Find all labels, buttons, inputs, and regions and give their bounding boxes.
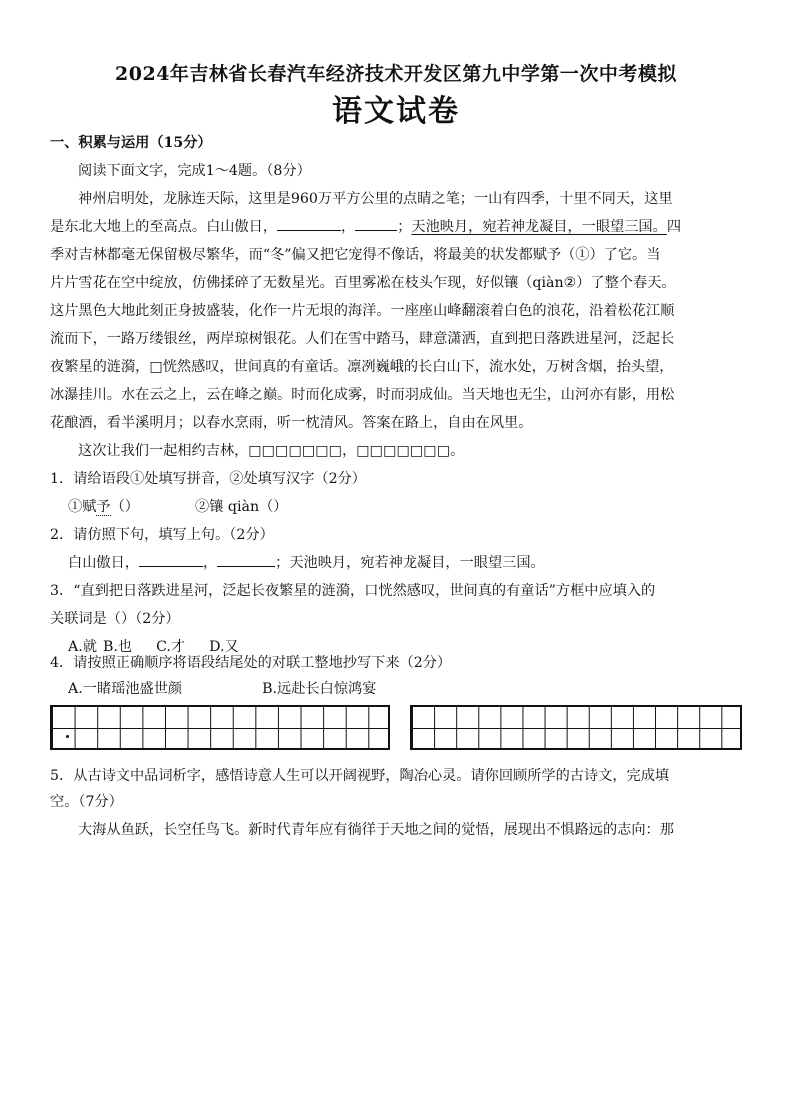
- option-b[interactable]: B.也: [102, 639, 133, 655]
- answer-text: ；天池映月，宛若神龙凝目，一眼望三国。: [275, 555, 545, 571]
- question-4-options: [68, 676, 750, 702]
- question-3-stem: 3．“直到把日落跌进星河，泛起长夜繁星的涟漪，口恍然感叹，世间真的有童话”方框中应填入的: [50, 583, 656, 599]
- passage-text: ；: [397, 219, 412, 235]
- passage-text: 四: [666, 219, 682, 235]
- couplet-writing-grid-left[interactable]: [50, 705, 390, 750]
- question-3-stem: 关联词是（）（2分）: [50, 611, 180, 627]
- exam-subtitle: 语文试卷: [332, 94, 460, 129]
- section-heading: 一、积累与运用（15分）: [50, 135, 212, 151]
- couplet-option-a: A.一睹瑶池盛世颜: [68, 681, 183, 697]
- answer-paren[interactable]: （）: [110, 499, 139, 515]
- grid-mark: [66, 735, 69, 738]
- underlined-sentence: 天池映月，宛若神龙凝目，一眼望三国。: [411, 219, 667, 235]
- answer-text: ，: [202, 555, 218, 571]
- passage-closing: 这次让我们一起相约吉林，□□□□□□□，□□□□□□□。: [78, 443, 465, 459]
- couplet-option-b: B.远赴长白惊鸿宴: [262, 681, 377, 697]
- option-a[interactable]: A.就: [68, 639, 97, 655]
- reading-instruction: 阅读下面文字，完成1～4题。（8分）: [78, 163, 311, 179]
- question-1-items: [68, 494, 750, 520]
- question-5-stem: 5．从古诗文中品词析字，感悟诗意人生可以开阔视野，陶冶心灵。请你回顾所学的古诗文，完成填: [50, 768, 670, 784]
- option-d[interactable]: D.又: [209, 639, 239, 655]
- passage-line: 片片雪花在空中绽放，仿佛揉碎了无数星光。百里雾凇在枝头乍现，好似镶（qiàn②）了整个春天。: [50, 275, 676, 291]
- question-2-stem: 2．请仿照下句，填写上句。（2分）: [50, 527, 274, 543]
- passage-line: 花酿酒，看半溪明月；以春水烹雨，听一枕清风。答案在路上，自由在风里。: [50, 415, 533, 431]
- question-4-stem: 4．请按照正确顺序将语段结尾处的对联工整地抄写下来（2分）: [50, 655, 452, 671]
- option-c[interactable]: C.才: [156, 639, 186, 655]
- passage-text: ，: [341, 219, 356, 235]
- passage-line: 神州启明处，龙脉连天际，这里是960万平方公里的点睛之笔；一山有四季，十里不同天，这里: [78, 191, 673, 207]
- question-5-stem: 空。（7分）: [50, 794, 123, 810]
- passage-line: 冰瀑挂川。水在云之上，云在峰之巅。时而化成雾，时而羽成仙。当天地也无尘，山河亦有影，用松: [50, 387, 675, 403]
- fill-blank[interactable]: [355, 215, 397, 231]
- fill-blank[interactable]: [139, 551, 203, 567]
- fill-blank[interactable]: [277, 215, 341, 231]
- passage-line: 夜繁星的涟漪，□恍然感叹，世间真的有童话。凛冽巍峨的长白山下，流水处，万树含烟，抬头望，: [50, 359, 674, 375]
- passage-line: 这片黑色大地此刻正身披盛装，化作一片无垠的海洋。一座座山峰翻滚着白色的浪花，沿着松花江顺: [50, 303, 675, 319]
- dotted-char: 予: [96, 499, 111, 515]
- passage-line: 季对吉林都毫无保留极尽繁华，而“冬”偏又把它宠得不像话，将最美的状发都赋予（①）了它。当: [50, 247, 661, 263]
- question-1-stem: 1．请给语段①处填写拼音，②处填写汉字（2分）: [50, 471, 366, 487]
- passage-line: 流而下，一路万缕银丝，两岸琼树银花。人们在雪中踏马，肆意潇洒，直到把日落跌进星河，泛起长: [50, 331, 675, 347]
- couplet-writing-grid-right[interactable]: [410, 705, 742, 750]
- question-2-answer: [68, 550, 750, 576]
- passage-line: [50, 214, 750, 240]
- exam-title: 2024年吉林省长春汽车经济技术开发区第九中学第一次中考模拟: [115, 63, 677, 85]
- answer-text: 白山傲日，: [68, 555, 139, 571]
- passage-text: 是东北大地上的至高点。白山傲日，: [50, 219, 278, 235]
- item-1-label: ①赋: [68, 499, 97, 515]
- question-5-passage: 大海从鱼跃，长空任鸟飞。新时代青年应有徜徉于天地之间的觉悟，展现出不惧路远的志向：那: [78, 822, 674, 838]
- fill-blank[interactable]: [217, 551, 275, 567]
- item-2[interactable]: ②镶 qiàn（）: [194, 499, 288, 515]
